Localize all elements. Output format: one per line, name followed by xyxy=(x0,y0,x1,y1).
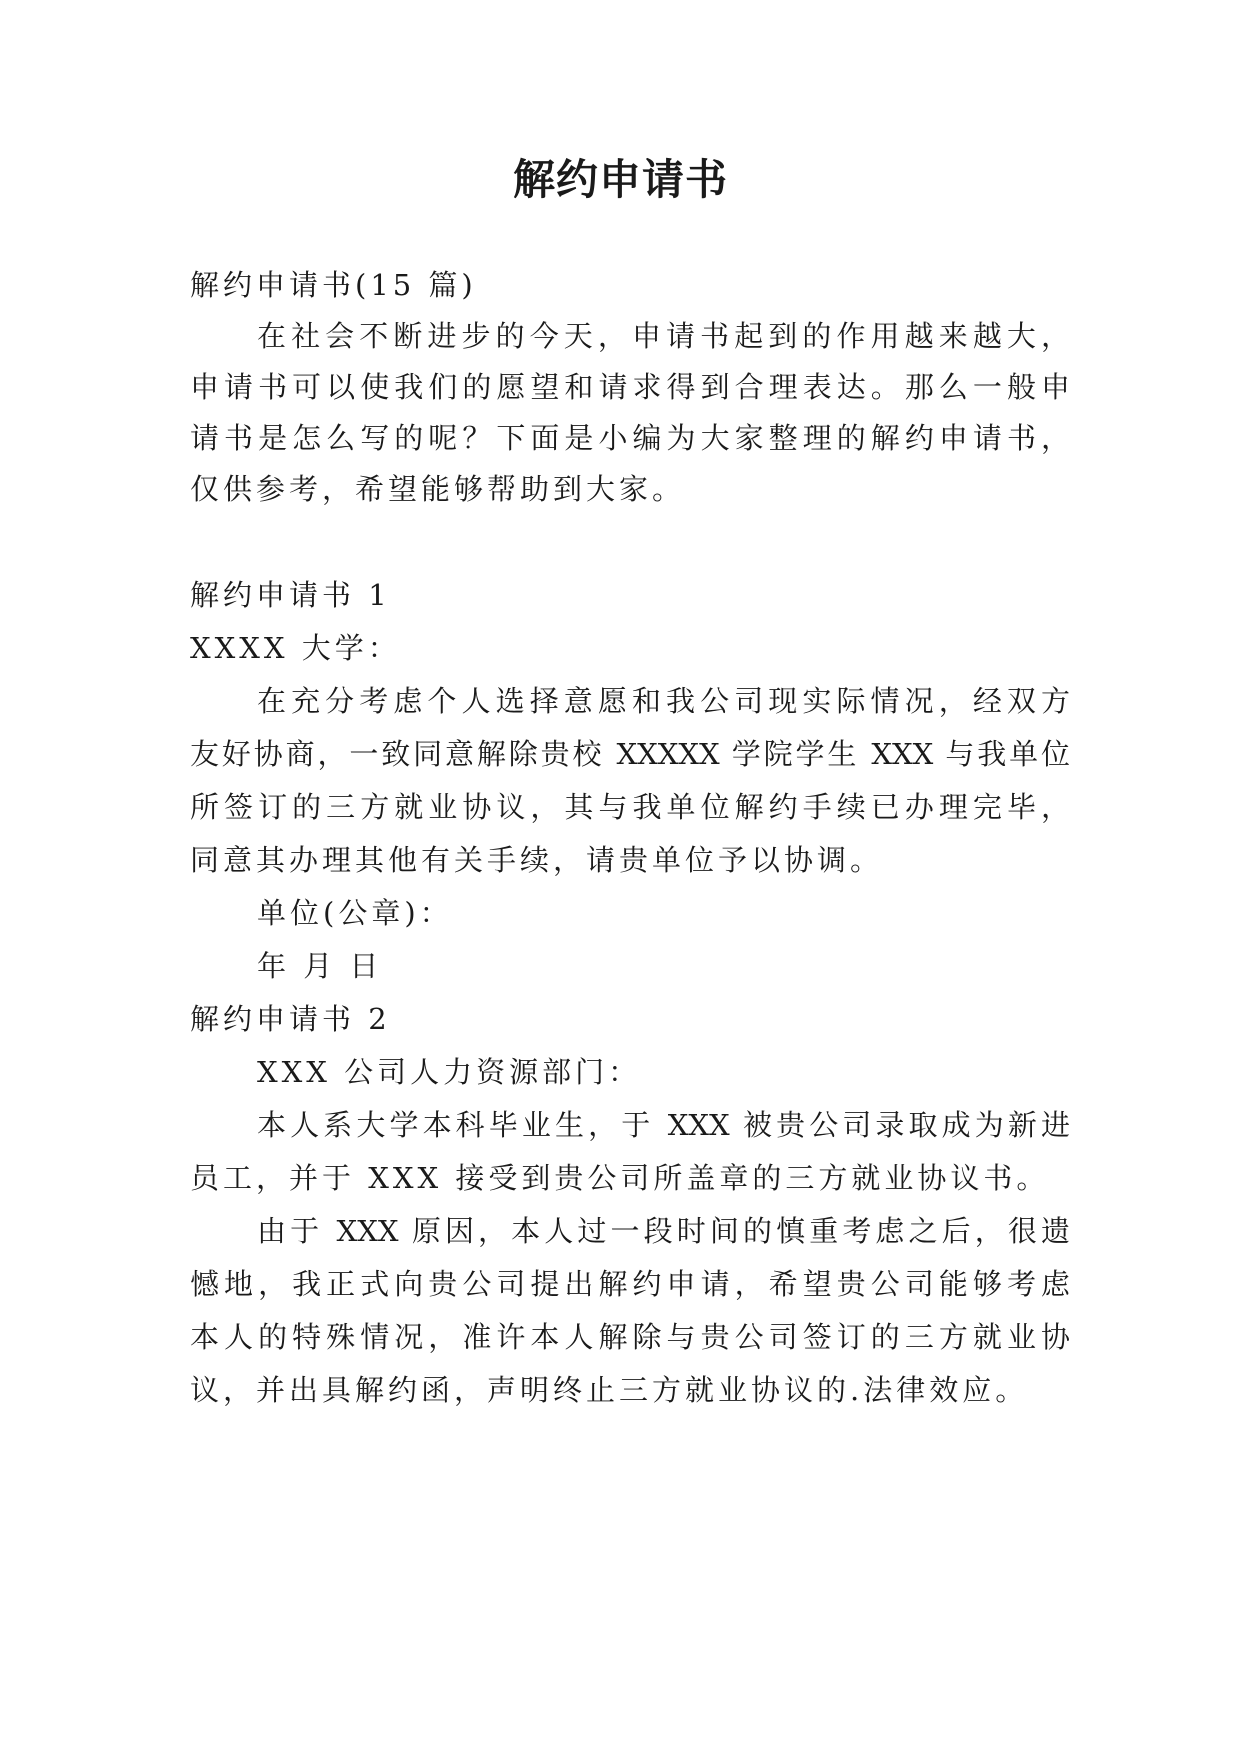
section1-body-line-4: 同意其办理其他有关手续，请贵单位予以协调。 xyxy=(190,843,884,877)
section1-body-line-1: 在充分考虑个人选择意愿和我公司现实际情况，经双方 xyxy=(257,684,1070,718)
intro-line-4: 仅供参考，希望能够帮助到大家。 xyxy=(190,472,686,506)
intro-line-2: 申请书可以使我们的愿望和请求得到合理表达。那么一般申 xyxy=(190,370,1070,404)
section1-body-line-3: 所签订的三方就业协议，其与我单位解约手续已办理完毕， xyxy=(190,790,1070,824)
section2-para1-line-1: 本人系大学本科毕业生，于 XXX 被贵公司录取成为新进 xyxy=(257,1108,1070,1142)
document-subtitle: 解约申请书(15 篇) xyxy=(190,268,477,302)
section2-para2-line-1: 由于 XXX 原因，本人过一段时间的慎重考虑之后，很遗 xyxy=(257,1214,1070,1248)
section2-para1-line-2: 员工，并于 XXX 接受到贵公司所盖章的三方就业协议书。 xyxy=(190,1161,1050,1195)
section2-salutation: XXX 公司人力资源部门： xyxy=(257,1055,642,1089)
section1-body-line-2: 友好协商，一致同意解除贵校 XXXXX 学院学生 XXX 与我单位 xyxy=(190,737,1070,771)
section2-para2-line-4: 议，并出具解约函，声明终止三方就业协议的.法律效应。 xyxy=(190,1373,1029,1407)
intro-line-1: 在社会不断进步的今天，申请书起到的作用越来越大， xyxy=(257,319,1070,353)
section2-para2-line-2: 憾地，我正式向贵公司提出解约申请，希望贵公司能够考虑 xyxy=(190,1267,1070,1301)
section1-date: 年 月 日 xyxy=(257,949,383,983)
section1-seal: 单位(公章)： xyxy=(257,896,453,930)
section2-para2-line-3: 本人的特殊情况，准许本人解除与贵公司签订的三方就业协 xyxy=(190,1320,1070,1354)
section1-salutation: XXXX 大学： xyxy=(190,631,401,665)
intro-line-3: 请书是怎么写的呢？下面是小编为大家整理的解约申请书， xyxy=(190,421,1070,455)
section2-heading: 解约申请书 2 xyxy=(190,1002,391,1036)
section1-heading: 解约申请书 1 xyxy=(190,578,391,612)
document-title: 解约申请书 xyxy=(512,155,728,204)
